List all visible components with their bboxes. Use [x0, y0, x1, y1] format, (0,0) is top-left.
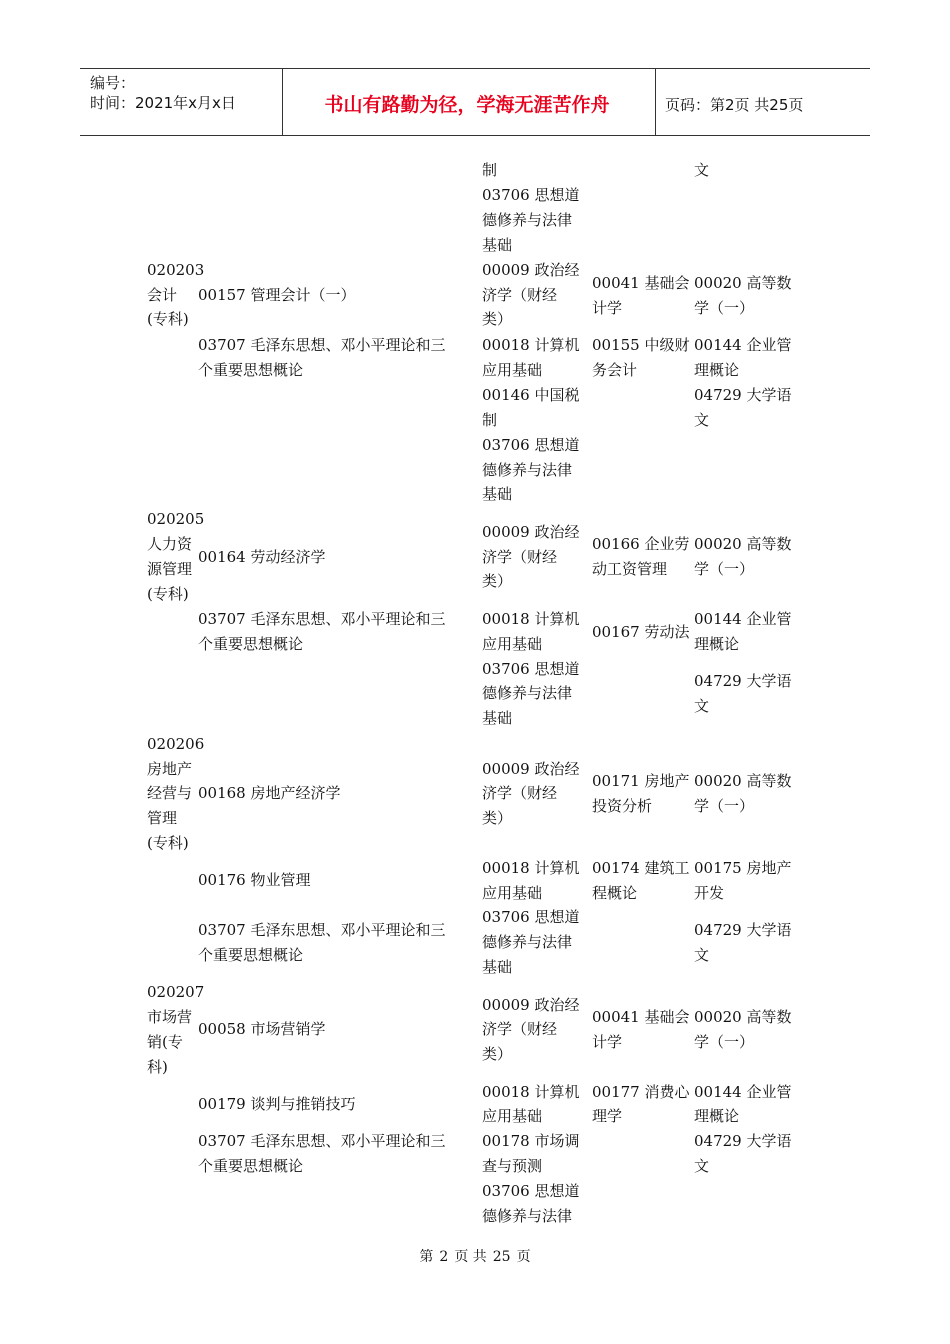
table-cell-c3: 查与预测 [482, 1157, 543, 1175]
table-cell-c3: 00009 政治经 [482, 261, 580, 279]
table-cell-code: 销(专 [147, 1033, 183, 1051]
table-cell-c3: 济学（财经 [482, 548, 558, 566]
table-cell-c4: 计学 [592, 1033, 623, 1051]
page-footer [0, 1246, 950, 1266]
table-cell-c3: 德修养与法律 [482, 211, 573, 229]
table-cell-c4: 00167 劳动法 [592, 623, 690, 641]
table-cell-c3: 济学（财经 [482, 784, 558, 802]
table-cell-code: 经营与 [147, 784, 193, 802]
table-cell-c3: 00009 政治经 [482, 523, 580, 541]
table-cell-c3: 德修养与法律 [482, 684, 573, 702]
footer-suffix: 页 [516, 1249, 531, 1265]
table-cell-c5: 00020 高等数 [694, 535, 792, 553]
table-cell-c5: 文 [694, 1157, 710, 1175]
table-cell-c3: 制 [482, 411, 498, 429]
table-cell-c3: 德修养与法律 [482, 1207, 573, 1225]
table-cell-req: 00157 管理会计（一） [198, 286, 356, 304]
table-cell-c3: 德修养与法律 [482, 933, 573, 951]
table-cell-req: 00179 谈判与推销技巧 [198, 1095, 356, 1113]
footer-prefix: 第 [419, 1249, 434, 1265]
table-cell-c5: 00144 企业管 [694, 1083, 792, 1101]
table-cell-c5: 04729 大学语 [694, 386, 792, 404]
table-cell-c3: 基础 [482, 236, 513, 254]
table-cell-c3: 应用基础 [482, 361, 543, 379]
table-cell-c5: 04729 大学语 [694, 1132, 792, 1150]
table-cell-c3: 类） [482, 310, 513, 328]
table-cell-c5: 文 [694, 411, 710, 429]
table-cell-c3: 应用基础 [482, 884, 543, 902]
table-cell-c4: 计学 [592, 299, 623, 317]
table-cell-c3: 基础 [482, 485, 513, 503]
table-cell-code: (专科) [147, 310, 189, 328]
table-cell-req: 00168 房地产经济学 [198, 784, 341, 802]
table-cell-c5: 理概论 [694, 635, 740, 653]
table-cell-c5: 开发 [694, 884, 725, 902]
table-cell-code: 020203 [147, 261, 205, 279]
table-cell-c3: 类） [482, 809, 513, 827]
table-cell-c5: 学（一） [694, 560, 755, 578]
table-cell-code: 管理 [147, 809, 178, 827]
table-cell-c4: 00041 基础会 [592, 1008, 690, 1026]
table-cell-c4: 00155 中级财 [592, 336, 690, 354]
table-cell-c3: 应用基础 [482, 1107, 543, 1125]
table-cell-c5: 04729 大学语 [694, 921, 792, 939]
table-cell-req: 个重要思想概论 [198, 361, 304, 379]
header-divider-right [655, 68, 656, 136]
table-cell-c4: 理学 [592, 1107, 623, 1125]
page-indicator: 页码：第2页 共25页 [665, 96, 804, 114]
table-cell-code: 020205 [147, 510, 205, 528]
table-cell-c5: 理概论 [694, 1107, 740, 1125]
table-cell-c3: 00018 计算机 [482, 1083, 580, 1101]
table-cell-c4: 动工资管理 [592, 560, 668, 578]
table-cell-c3: 济学（财经 [482, 286, 558, 304]
table-cell-req: 03707 毛泽东思想、邓小平理论和三 [198, 610, 446, 628]
table-cell-c3: 制 [482, 161, 498, 179]
page-header [80, 68, 870, 136]
table-cell-c3: 00178 市场调 [482, 1132, 580, 1150]
table-cell-code: 源管理 [147, 560, 193, 578]
table-cell-c3: 00018 计算机 [482, 610, 580, 628]
table-cell-c5: 学（一） [694, 299, 755, 317]
table-cell-c3: 济学（财经 [482, 1020, 558, 1038]
date-text: 时间：2021年x月x日 [90, 94, 236, 112]
table-cell-c4: 00174 建筑工 [592, 859, 690, 877]
table-cell-code: 市场营 [147, 1008, 193, 1026]
motto-title: 书山有路勤为径，学海无涯苦作舟 [324, 94, 610, 116]
table-cell-c3: 00018 计算机 [482, 859, 580, 877]
table-cell-req: 00058 市场营销学 [198, 1020, 326, 1038]
table-cell-c4: 程概论 [592, 884, 638, 902]
table-cell-c3: 基础 [482, 709, 513, 727]
table-cell-req: 个重要思想概论 [198, 946, 304, 964]
table-cell-c5: 文 [694, 161, 710, 179]
table-cell-code: (专科) [147, 834, 189, 852]
table-cell-c5: 00144 企业管 [694, 336, 792, 354]
table-cell-req: 03707 毛泽东思想、邓小平理论和三 [198, 921, 446, 939]
table-cell-c3: 基础 [482, 958, 513, 976]
table-cell-code: 人力资 [147, 535, 193, 553]
table-cell-c3: 应用基础 [482, 635, 543, 653]
header-bottom-rule [80, 135, 870, 136]
table-cell-c5: 文 [694, 946, 710, 964]
table-cell-c4: 00171 房地产 [592, 772, 690, 790]
table-cell-c4: 00166 企业劳 [592, 535, 690, 553]
table-cell-c5: 文 [694, 697, 710, 715]
table-cell-c3: 03706 思想道 [482, 1182, 580, 1200]
table-cell-c5: 00020 高等数 [694, 274, 792, 292]
table-cell-req: 00164 劳动经济学 [198, 548, 326, 566]
table-cell-c3: 03706 思想道 [482, 908, 580, 926]
table-cell-c3: 德修养与法律 [482, 461, 573, 479]
table-cell-c3: 00146 中国税 [482, 386, 580, 404]
table-cell-req: 个重要思想概论 [198, 1157, 304, 1175]
table-cell-c3: 00009 政治经 [482, 760, 580, 778]
serial-label: 编号： [90, 74, 136, 92]
table-cell-c3: 类） [482, 572, 513, 590]
table-cell-c3: 00009 政治经 [482, 996, 580, 1014]
table-cell-c5: 00020 高等数 [694, 1008, 792, 1026]
table-cell-req: 00176 物业管理 [198, 871, 311, 889]
table-cell-code: 会计 [147, 286, 178, 304]
table-cell-c5: 学（一） [694, 1033, 755, 1051]
table-cell-c4: 00177 消费心 [592, 1083, 690, 1101]
footer-page-number: 2 [439, 1249, 449, 1265]
table-cell-code: 房地产 [147, 760, 193, 778]
table-cell-req: 03707 毛泽东思想、邓小平理论和三 [198, 1132, 446, 1150]
table-cell-c5: 00175 房地产 [694, 859, 792, 877]
table-cell-c3: 00018 计算机 [482, 336, 580, 354]
table-cell-code: (专科) [147, 585, 189, 603]
table-cell-code: 科) [147, 1058, 168, 1076]
table-cell-req: 个重要思想概论 [198, 635, 304, 653]
table-cell-c4: 00041 基础会 [592, 274, 690, 292]
table-cell-c4: 务会计 [592, 361, 638, 379]
table-cell-code: 020206 [147, 735, 205, 753]
footer-mid: 页 共 [454, 1249, 487, 1265]
table-cell-c5: 理概论 [694, 361, 740, 379]
header-top-rule [80, 68, 870, 69]
footer-total-pages: 25 [492, 1249, 511, 1265]
table-cell-c5: 04729 大学语 [694, 672, 792, 690]
table-cell-c3: 03706 思想道 [482, 436, 580, 454]
table-cell-code: 020207 [147, 983, 205, 1001]
table-cell-c3: 03706 思想道 [482, 186, 580, 204]
table-cell-c5: 00020 高等数 [694, 772, 792, 790]
table-cell-c3: 03706 思想道 [482, 660, 580, 678]
table-cell-c4: 投资分析 [592, 797, 653, 815]
table-cell-c3: 类） [482, 1045, 513, 1063]
table-cell-c5: 00144 企业管 [694, 610, 792, 628]
table-cell-req: 03707 毛泽东思想、邓小平理论和三 [198, 336, 446, 354]
table-cell-c5: 学（一） [694, 797, 755, 815]
